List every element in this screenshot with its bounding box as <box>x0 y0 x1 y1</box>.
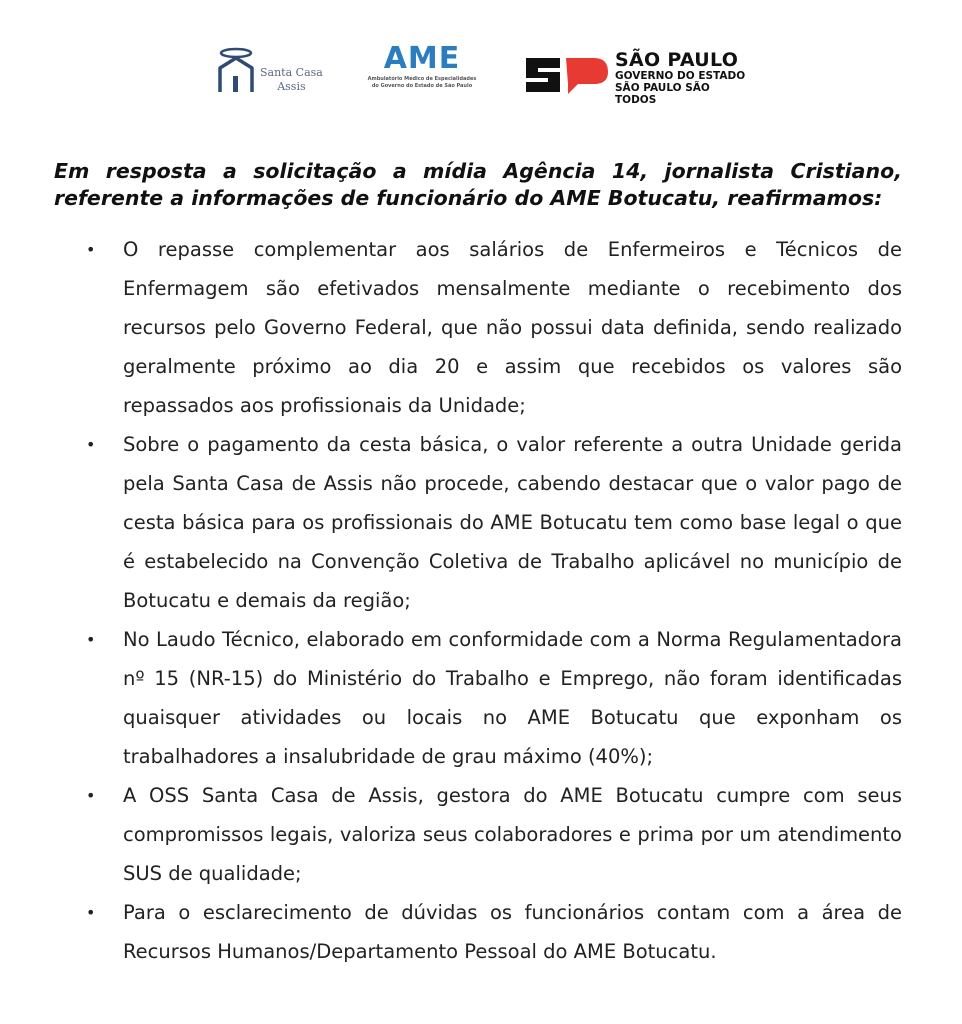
list-item-text: Sobre o pagamento da cesta básica, o valor referente a outra Unidade gerida pela Santa Casa de Assis não procede, cabendo destacar que o valor pago de cesta básica para os profissionais do AME Botucatu tem como base legal o que é estabelecido na Convenção Coletiva de Trabalho aplicável no município de Botucatu e demais da região; <box>123 433 902 612</box>
sao-paulo-line1: SÃO PAULO <box>615 49 739 71</box>
list-item-text: O repasse complementar aos salários de Enfermeiros e Técnicos de Enfermagem são efetivados mensalmente mediante o recebimento dos recursos pelo Governo Federal, que não possui data definida, sendo realizado geralmente próximo ao dia 20 e assim que recebidos os valores são repassados aos profissionais da Unidade; <box>123 238 902 417</box>
bullet-icon: • <box>86 435 96 454</box>
list-item <box>0 230 962 425</box>
ame-logo <box>362 42 482 102</box>
ame-subtitle-line1: Ambulatório Médico de Especialidades <box>367 76 477 82</box>
list-item <box>0 776 962 893</box>
ame-subtitle-line2: do Governo do Estado de São Paulo <box>371 83 473 89</box>
logo-header <box>0 41 962 106</box>
santa-casa-line1: Santa Casa <box>260 66 323 79</box>
bullet-icon: • <box>86 903 96 922</box>
sao-paulo-text <box>615 50 752 106</box>
list-item <box>0 893 962 971</box>
list-item-text: Para o esclarecimento de dúvidas os funcionários contam com a área de Recursos Humanos/Departamento Pessoal do AME Botucatu. <box>123 901 902 963</box>
house-halo-icon <box>214 46 258 98</box>
bullet-icon: • <box>86 240 96 259</box>
sao-paulo-line2: GOVERNO DO ESTADO <box>615 70 746 82</box>
statement-list <box>0 230 962 971</box>
sao-paulo-logo <box>522 49 752 106</box>
list-item <box>0 425 962 620</box>
santa-casa-assis-logo <box>214 46 324 98</box>
list-item-text: A OSS Santa Casa de Assis, gestora do AME Botucatu cumpre com seus compromissos legais, valoriza seus colaboradores e prima por um atendimento SUS de qualidade; <box>123 784 902 885</box>
bullet-icon: • <box>86 630 96 649</box>
heading-line2: referente a informações de funcionário do AME Botucatu, reafirmamos: <box>54 186 883 210</box>
sao-paulo-line3: SÃO PAULO SÃO TODOS <box>615 82 710 106</box>
statement-heading <box>54 158 902 212</box>
list-item-text: No Laudo Técnico, elaborado em conformidade com a Norma Regulamentadora nº 15 (NR-15) do Ministério do Trabalho e Emprego, não foram identificadas quaisquer atividades ou locais no AME Botucatu que exponham os trabalhadores a insalubridade de grau máximo (40%); <box>123 628 902 768</box>
sp-mark-icon <box>522 56 610 94</box>
santa-casa-text <box>260 66 323 94</box>
santa-casa-line2: Assis <box>277 80 306 93</box>
heading-line1: Em resposta a solicitação a mídia Agência 14, jornalista Cristiano, <box>54 159 902 183</box>
list-item <box>0 620 962 776</box>
ame-title: AME <box>383 41 461 76</box>
bullet-icon: • <box>86 786 96 805</box>
